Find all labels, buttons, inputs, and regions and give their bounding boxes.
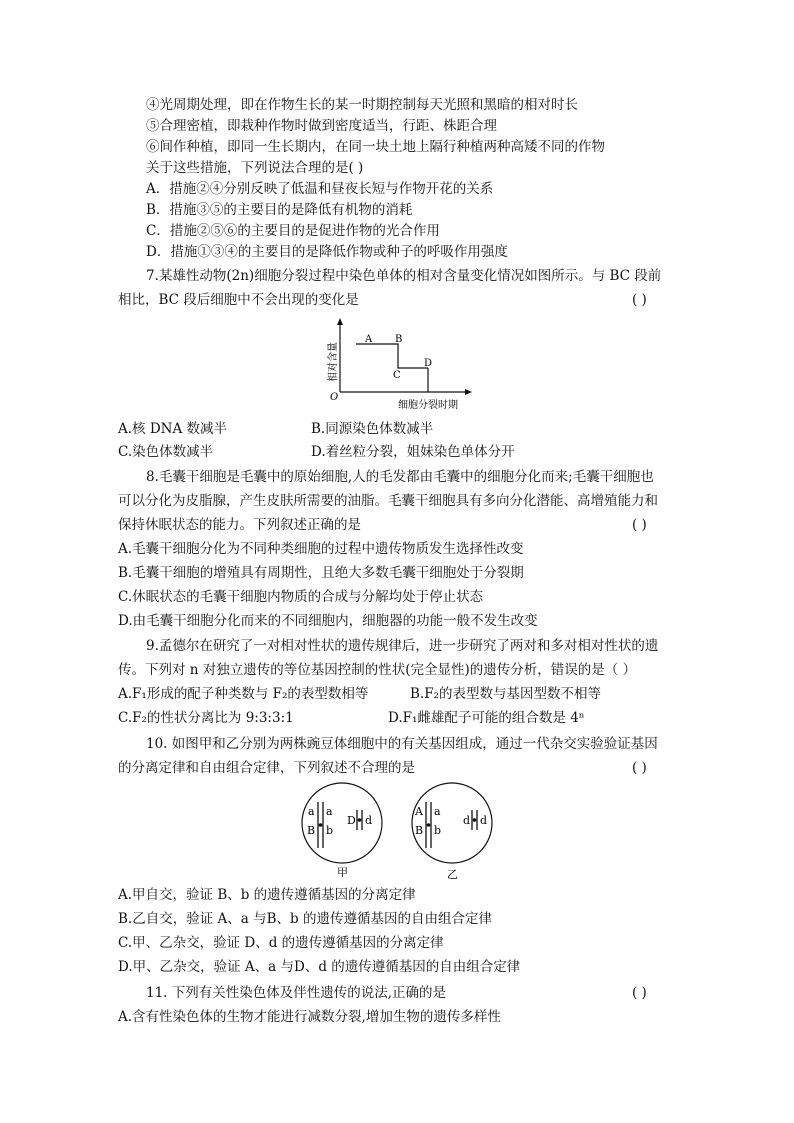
point-b-label: B [395, 334, 403, 345]
gene-jia-4: b [326, 824, 334, 837]
y-axis-arrow [337, 318, 343, 325]
cell-yi-label: 乙 [447, 868, 458, 880]
q8-option-a: A.毛囊干细胞分化为不同种类细胞的过程中遗传物质发生选择性改变 [118, 541, 524, 557]
gene-yi-2: a [434, 805, 441, 818]
q11-stem: 11. 下列有关性染色体及伴性遗传的说法,正确的是 [146, 985, 447, 1001]
q10-stem-line2: 的分离定律和自由组合定律，下列叙述不合理的是 [118, 760, 415, 776]
point-a-label: A [365, 334, 373, 345]
q8-option-b: B.毛囊干细胞的增殖具有周期性，且绝大多数毛囊干细胞处于分裂期 [118, 565, 524, 581]
gene-jia-5: D [347, 814, 356, 827]
centromere-jia-2 [358, 818, 362, 822]
q9-option-d: D.F₁雌雄配子可能的组合数是 4ⁿ [388, 710, 585, 726]
q11-answer-paren: ( ) [632, 985, 647, 1001]
q9-option-b: B.F₂的表型数与基因型数不相等 [410, 686, 601, 702]
q9-option-a: A.F₁形成的配子种类数与 F₂的表型数相等 [118, 686, 369, 702]
q7-graph [318, 316, 478, 416]
x-axis-arrow [465, 389, 472, 395]
gene-yi-4: b [434, 824, 442, 837]
q8-stem-line1: 8.毛囊干细胞是毛囊中的原始细胞,人的毛发都由毛囊中的细胞分化而来;毛囊干细胞也 [146, 469, 654, 485]
q10-option-d: D.甲、乙杂交，验证 A、a 与D、d 的遗传遵循基因的自由组合定律 [118, 959, 521, 975]
q10-option-c: C.甲、乙杂交，验证 D、d 的遗传遵循基因的分离定律 [118, 935, 444, 951]
x-axis-label: 细胞分裂时期 [398, 400, 458, 411]
q6-option-b: B．措施③⑤的主要目的是降低有机物的消耗 [146, 202, 413, 218]
q7-option-d: D.着丝粒分裂，姐妹染色单体分开 [311, 444, 515, 460]
intro-line-5: ⑤合理密植，即栽种作物时做到密度适当，行距、株距合理 [146, 118, 497, 134]
q6-option-c: C．措施②⑤⑥的主要目的是促进作物的光合作用 [146, 223, 440, 239]
q10-answer-paren: ( ) [632, 760, 647, 776]
q8-stem-line2: 可以分化为皮脂腺，产生皮肤所需要的油脂。毛囊干细胞具有多向分化潜能、高增殖能力和 [118, 493, 658, 509]
chromatid-curve [356, 344, 428, 368]
q8-option-c: C.休眠状态的毛囊干细胞内物质的合成与分解均处于停止状态 [118, 589, 484, 605]
point-c-label: C [393, 370, 401, 381]
q7-option-a: A.核 DNA 数减半 [118, 421, 228, 437]
gene-jia-1: a [308, 805, 315, 818]
q10-option-b: B.乙自交，验证 A、a 与B、b 的遗传遵循基因的自由组合定律 [118, 911, 492, 927]
intro-line-4: ④光周期处理，即在作物生长的某一时期控制每天光照和黑暗的相对时长 [146, 97, 578, 113]
centromere-jia-1 [319, 823, 323, 827]
gene-yi-3: B [415, 824, 424, 837]
q7-stem-line1: 7.某雄性动物(2n)细胞分裂过程中染色单体的相对含量变化情况如图所示。与 BC 段前 [146, 268, 662, 284]
q7-answer-paren: ( ) [632, 292, 647, 308]
q6-question: 关于这些措施，下列说法合理的是( ) [146, 160, 364, 176]
q11-option-a: A.含有性染色体的生物才能进行减数分裂,增加生物的遗传多样性 [118, 1009, 501, 1025]
q8-option-d: D.由毛囊干细胞分化而来的不同细胞内，细胞器的功能一般不发生改变 [118, 613, 538, 629]
q9-stem-line2: 传。下列对 n 对独立遗传的等位基因控制的性状(完全显性)的遗传分析，错误的是（ ） [118, 662, 637, 678]
gene-yi-5: d [463, 814, 471, 827]
q10-cells-figure [298, 780, 498, 880]
q9-stem-line1: 9.孟德尔在研究了一对相对性状的遗传规律后，进一步研究了两对和多对相对性状的遗 [146, 638, 659, 654]
centromere-yi-2 [473, 818, 477, 822]
q10-option-a: A.甲自交，验证 B、b 的遗传遵循基因的分离定律 [118, 887, 416, 903]
q7-option-c: C.染色体数减半 [118, 444, 214, 460]
gene-yi-6: d [480, 814, 488, 827]
gene-jia-3: B [307, 824, 316, 837]
y-axis-label: 相对含量 [328, 342, 339, 382]
q8-stem-line3: 保持休眠状态的能力。下列叙述正确的是 [118, 517, 361, 533]
gene-jia-6: d [365, 814, 373, 827]
q9-option-c: C.F₂的性状分离比为 9:3:3:1 [118, 710, 294, 726]
point-d-label: D [424, 358, 433, 369]
q7-stem-line2: 相比，BC 段后细胞中不会出现的变化是 [118, 292, 359, 308]
cell-jia-label: 甲 [337, 866, 348, 879]
gene-yi-1: A [415, 805, 423, 818]
gene-jia-2: a [326, 805, 333, 818]
centromere-yi-1 [427, 823, 431, 827]
q7-option-b: B.同源染色体数减半 [311, 421, 434, 437]
intro-line-6: ⑥间作种植，即同一生长期内，在同一块土地上隔行种植两种高矮不同的作物 [146, 139, 605, 155]
q6-option-a: A．措施②④分别反映了低温和昼夜长短与作物开花的关系 [146, 181, 494, 197]
q6-option-d: D．措施①③④的主要目的是降低作物或种子的呼吸作用强度 [146, 244, 508, 260]
q10-stem-line1: 10. 如图甲和乙分别为两株豌豆体细胞中的有关基因组成，通过一代杂交实验验证基因 [146, 736, 658, 752]
q8-answer-paren: ( ) [632, 517, 647, 533]
origin-label: O [330, 392, 339, 403]
